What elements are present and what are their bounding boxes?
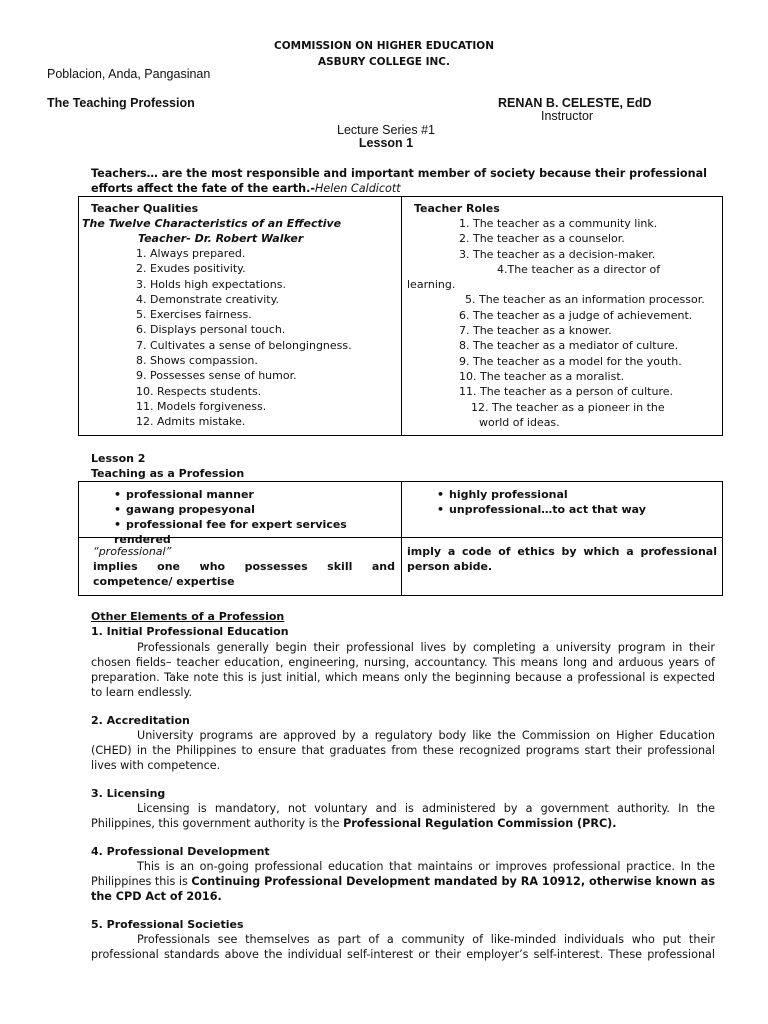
roles-heading: Teacher Roles xyxy=(414,202,500,215)
role-item: world of ideas. xyxy=(479,415,560,429)
role-item: 2. The teacher as a counselor. xyxy=(459,232,625,246)
quality-item: 11. Models forgiveness. xyxy=(136,399,267,413)
section-5-body xyxy=(91,932,715,962)
location-text: Poblacion, Anda, Pangasinan xyxy=(47,67,211,81)
quote-text: Teachers… are the most responsible and important member of society because their professional efforts affect the fate of the earth.- xyxy=(91,167,707,195)
qualities-list xyxy=(82,246,398,430)
quality-item: 5. Exercises fairness. xyxy=(136,308,252,322)
bullet-item: • professional manner xyxy=(114,487,399,502)
role-item: 11. The teacher as a person of culture. xyxy=(459,385,673,399)
quality-item: 9. Possesses sense of humor. xyxy=(136,369,297,383)
lesson-1-heading: Lesson 1 xyxy=(358,136,414,150)
commission-heading: COMMISSION ON HIGHER EDUCATION xyxy=(274,40,494,52)
quality-item: 12. Admits mistake. xyxy=(136,415,246,429)
prc-text: Professional Regulation Commission (PRC). xyxy=(343,817,617,830)
professional-term: “professional” xyxy=(93,545,172,558)
lesson-2-title: Teaching as a Profession xyxy=(91,467,245,480)
roles-column xyxy=(407,201,719,430)
table-divider xyxy=(401,196,402,436)
bullet-item: • highly professional xyxy=(437,487,717,502)
right-bullets xyxy=(437,487,717,517)
section-2-body xyxy=(91,728,715,773)
role-item: 10. The teacher as a moralist. xyxy=(459,369,625,383)
elements-heading: Other Elements of a Profession xyxy=(91,610,285,623)
cpd-text: Continuing Professional Development mandated by RA 10912, otherwise known as the CPD Act of 2016. xyxy=(91,875,715,903)
role-item: 8. The teacher as a mediator of culture. xyxy=(459,339,679,353)
section-4-title: 4. Professional Development xyxy=(91,845,270,858)
role-item: 6. The teacher as a judge of achievement. xyxy=(459,308,693,322)
professional-definition: implies one who possesses skill and competence/ expertise xyxy=(93,560,395,588)
opening-quote xyxy=(91,166,715,196)
section-3-text: Licensing is mandatory, not voluntary and is administered by a government authority. In the Philippines, this government authority is the xyxy=(91,802,715,830)
quality-item: 7. Cultivates a sense of belongingness. xyxy=(136,338,352,352)
qualities-subtitle: The Twelve Characteristics of an Effective xyxy=(82,217,342,230)
role-item: 3. The teacher as a decision-maker. xyxy=(459,247,656,261)
role-item: 4.The teacher as a director of xyxy=(497,262,661,276)
quote-author: Helen Caldicott xyxy=(314,182,401,195)
bullet-item: • unprofessional…to act that way xyxy=(437,502,717,517)
college-heading: ASBURY COLLEGE INC. xyxy=(317,56,450,68)
quality-item: 3. Holds high expectations. xyxy=(136,277,286,291)
section-2-title: 2. Accreditation xyxy=(91,714,190,727)
role-item: 5. The teacher as an information processor. xyxy=(465,293,705,307)
quality-item: 2. Exudes positivity. xyxy=(136,262,246,276)
quality-item: 6. Displays personal touch. xyxy=(136,323,286,337)
bullet-item: • professional fee for expert services rendered xyxy=(114,517,399,547)
lecture-series: Lecture Series #1 xyxy=(337,123,435,137)
qualities-column xyxy=(82,201,398,430)
left-bullets xyxy=(114,487,399,547)
ethics-text: imply a code of ethics by which a professional person abide. xyxy=(407,545,717,573)
role-item: 12. The teacher as a pioneer in the xyxy=(471,400,665,414)
course-title: The Teaching Profession xyxy=(47,96,195,110)
instructor-title: Instructor xyxy=(541,109,594,123)
quality-item: 10. Respects students. xyxy=(136,384,262,398)
lesson2-divider xyxy=(401,481,402,596)
qualities-heading: Teacher Qualities xyxy=(91,202,199,215)
qualities-author: Teacher- Dr. Robert Walker xyxy=(138,232,304,245)
section-1-text: Professionals generally begin their professional lives by completing a university program in their chosen fields– teacher education, engineering, nursing, accountancy. This means long and arduous years of preparation. Take note this is just initial, which means only the beginning because a professional is expected to learn endlessly. xyxy=(91,641,715,699)
section-5-title: 5. Professional Societies xyxy=(91,918,244,931)
section-3-title: 3. Licensing xyxy=(91,787,166,800)
quality-item: 1. Always prepared. xyxy=(136,247,246,260)
section-4-text: This is an on-going professional education that maintains or improves professional practice. In the Philippines this is xyxy=(91,860,715,888)
section-1-body xyxy=(91,640,715,700)
quality-item: 4. Demonstrate creativity. xyxy=(136,292,280,306)
section-1-title: 1. Initial Professional Education xyxy=(91,625,289,638)
role-item: 9. The teacher as a model for the youth. xyxy=(459,354,682,368)
role-item: 7. The teacher as a knower. xyxy=(459,324,612,338)
section-5-text: Professionals see themselves as part of a community of like-minded individuals who put their professional standards above the individual self-interest or their employer’s self-interest. These professional xyxy=(91,933,715,961)
lesson-2-label: Lesson 2 xyxy=(91,452,146,465)
instructor-name: RENAN B. CELESTE, EdD xyxy=(498,96,652,110)
role-item: learning. xyxy=(407,278,456,292)
section-4-body xyxy=(91,859,715,904)
quality-item: 8. Shows compassion. xyxy=(136,354,258,368)
role-item: 1. The teacher as a community link. xyxy=(459,217,658,230)
roles-list xyxy=(407,216,719,430)
section-2-text: University programs are approved by a regulatory body like the Commission on Higher Education (CHED) in the Philippines to ensure that graduates from these recognized programs start their professional lives with competence. xyxy=(91,729,715,772)
bullet-item: • gawang propesyonal xyxy=(114,502,399,517)
section-3-body xyxy=(91,801,715,831)
